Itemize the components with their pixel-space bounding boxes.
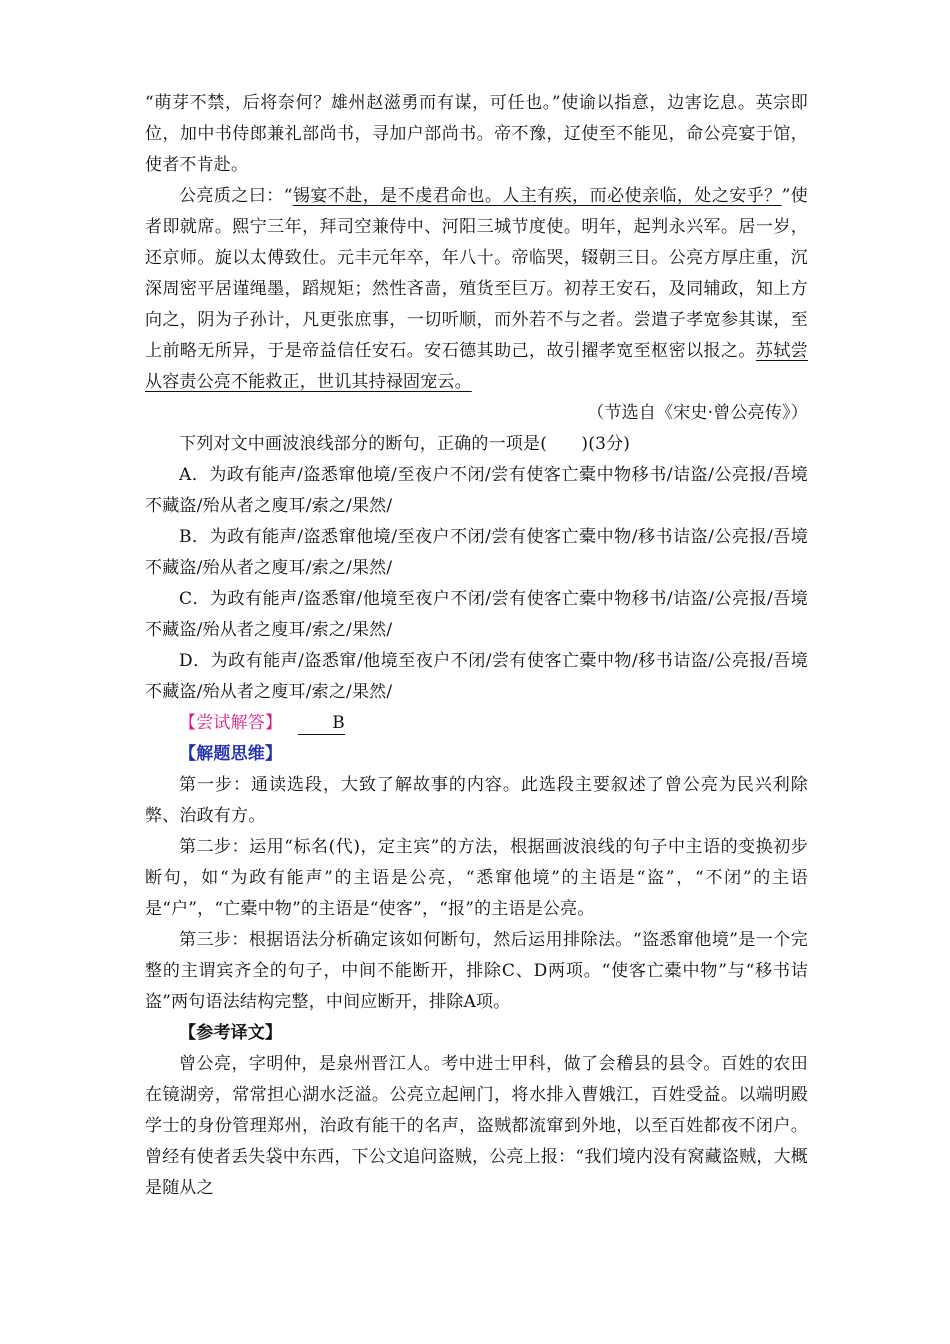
option-c: C．为政有能声/盗悉窜/他境至夜户不闭/尝有使客亡橐中物移书/诘盗/公亮报/吾境不藏盗/殆从者之廋耳/索之/果然/ xyxy=(145,589,808,640)
question-stem: 下列对文中画波浪线部分的断句，正确的一项是( )(3分) xyxy=(179,434,631,454)
try-answer-value: B xyxy=(298,712,345,735)
paragraph-2 xyxy=(145,181,808,398)
option-d: D．为政有能声/盗悉窜/他境至夜户不闭/尝有使客亡橐中物/移书诘盗/公亮报/吾境不藏盗/殆从者之廋耳/索之/果然/ xyxy=(145,651,808,702)
step-1: 第一步：通读选段，大致了解故事的内容。此选段主要叙述了曾公亮为民兴利除弊、治政有方。 xyxy=(145,775,808,826)
try-answer-label: 【尝试解答】 xyxy=(179,713,283,733)
paragraph-2-start: 公亮质之曰：“ xyxy=(179,186,293,206)
try-answer-line xyxy=(145,708,808,739)
step-2: 第二步：运用“标名(代)，定主宾”的方法，根据画波浪线的句子中主语的变换初步断句，如“为政有能声”的主语是公亮，“悉窜他境”的主语是“盗”，“不闭”的主语是“户”，“亡橐中物”的主语是“使客”，“报”的主语是公亮。 xyxy=(145,837,808,919)
thinking-label: 【解题思维】 xyxy=(179,744,283,764)
translation-text: 曾公亮，字明仲，是泉州晋江人。考中进士甲科，做了会稽县的县令。百姓的农田在镜湖旁，常常担心湖水泛溢。公亮立起闸门，将水排入曹娥江，百姓受益。以端明殿学士的身份管理郑州，治政有能干的名声，盗贼都流窜到外地，以至百姓都夜不闭户。曾经有使者丢失袋中东西，下公文追问盗贼，公亮上报：“我们境内没有窝藏盗贼，大概是随从之 xyxy=(145,1054,808,1198)
option-b: B．为政有能声/盗悉窜他境/至夜户不闭/尝有使客亡橐中物/移书诘盗/公亮报/吾境不藏盗/殆从者之廋耳/索之/果然/ xyxy=(145,527,808,578)
option-a: A．为政有能声/盗悉窜他境/至夜户不闭/尝有使客亡橐中物移书/诘盗/公亮报/吾境不藏盗/殆从者之廋耳/索之/果然/ xyxy=(145,465,808,516)
paragraph-1: “萌芽不禁，后将奈何？雄州赵滋勇而有谋，可任也。”使谕以指意，边害讫息。英宗即位，加中书侍郎兼礼部尚书，寻加户部尚书。帝不豫，辽使至不能见，命公亮宴于馆，使者不肯赴。 xyxy=(145,93,808,175)
translation-label: 【参考译文】 xyxy=(179,1023,283,1043)
thinking-line xyxy=(145,739,808,770)
underlined-sentence-2: 苏轼尝从容责公亮不能救正，世讥其持禄固宠云。 xyxy=(145,341,808,392)
paragraph-2-body: ”使者即就席。熙宁三年，拜司空兼侍中、河阳三城节度使。明年，起判永兴军。居一岁，还京师。旋以太傅致仕。元丰元年卒，年八十。帝临哭，辍朝三日。公亮方厚庄重，沉深周密平居谨绳墨，蹈规矩；然性吝啬，殖货至巨万。初荐王安石，及同辅政，知上方向之，阴为子孙计，凡更张庶事，一切听顺，而外若不与之者。尝遣子孝宽参其谋，至上前略无所异，于是帝益信任安石。安石德其助己，故引擢孝宽至枢密以报之。 xyxy=(145,186,808,361)
translation-heading xyxy=(145,1018,808,1049)
source-citation: （节选自《宋史·曾公亮传》） xyxy=(587,403,808,423)
step-3: 第三步：根据语法分析确定该如何断句，然后运用排除法。“盗悉窜他境”是一个完整的主谓宾齐全的句子，中间不能断开，排除C、D两项。“使客亡橐中物”与“移书诘盗”两句语法结构完整，中间应断开，排除A项。 xyxy=(145,930,808,1012)
document-body xyxy=(145,88,808,1204)
underlined-sentence-1: 锡宴不赴，是不虔君命也。人主有疾，而必使亲临，处之安乎？ xyxy=(292,186,782,206)
